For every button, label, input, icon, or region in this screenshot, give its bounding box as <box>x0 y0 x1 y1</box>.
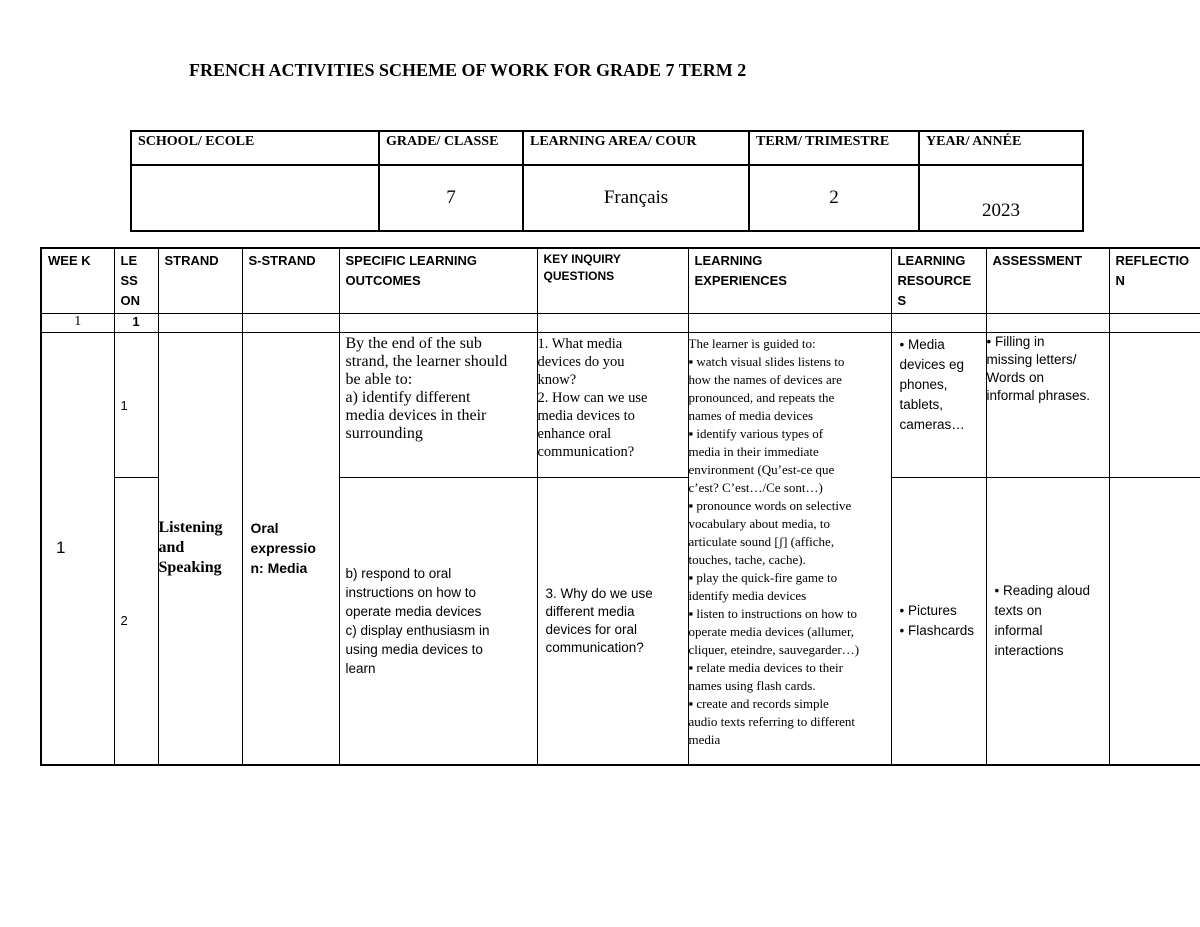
lesson-1-cell: 1 <box>114 333 158 478</box>
school-label: SCHOOL/ ECOLE <box>131 131 379 165</box>
assessment-2-cell: • Reading aloud texts on informal interactions <box>986 478 1109 765</box>
term-label: TERM/ TRIMESTRE <box>749 131 919 165</box>
grade-value: 7 <box>379 165 523 231</box>
reflection-1-cell <box>1109 333 1200 478</box>
learning-area-label: LEARNING AREA/ COUR <box>523 131 749 165</box>
header-sstrand: S-STRAND <box>242 248 339 314</box>
sstrand-cell: Oral expressio n: Media <box>242 333 339 765</box>
term-value: 2 <box>749 165 919 231</box>
year-value: 2023 <box>919 165 1083 231</box>
resources-1-cell: • Media devices eg phones, tablets, cameras… <box>891 333 986 478</box>
kiq-1-cell: 1. What media devices do you know? 2. How can we use media devices to enhance oral communication? <box>537 333 688 478</box>
header-assessment: ASSESSMENT <box>986 248 1109 314</box>
header-reflection: REFLECTIO N <box>1109 248 1200 314</box>
strand-cell: Listening and Speaking <box>158 333 242 765</box>
slo-2-cell: b) respond to oral instructions on how to operate media devices c) display enthusiasm in using media devices to learn <box>339 478 537 765</box>
first-row-lesson: 1 <box>114 314 158 333</box>
header-lesson: LE SS ON <box>114 248 158 314</box>
learning-area-value: Français <box>523 165 749 231</box>
first-row-week: 1 <box>41 314 114 333</box>
header-slo: SPECIFIC LEARNING OUTCOMES <box>339 248 537 314</box>
year-label: YEAR/ ANNÉE <box>919 131 1083 165</box>
resources-2-cell: • Pictures • Flashcards <box>891 478 986 765</box>
assessment-1-cell: • Filling in missing letters/ Words on informal phrases. <box>986 333 1109 478</box>
school-value <box>131 165 379 231</box>
info-table <box>130 130 1084 232</box>
header-strand: STRAND <box>158 248 242 314</box>
page-title: FRENCH ACTIVITIES SCHEME OF WORK FOR GRADE 7 TERM 2 <box>189 60 747 80</box>
slo-1-cell: By the end of the sub strand, the learner should be able to: a) identify different media devices in their surrounding <box>339 333 537 478</box>
kiq-2-cell: 3. Why do we use different media devices for oral communication? <box>537 478 688 765</box>
grade-label: GRADE/ CLASSE <box>379 131 523 165</box>
header-kiq: KEY INQUIRY QUESTIONS <box>537 248 688 314</box>
header-lexp: LEARNING EXPERIENCES <box>688 248 891 314</box>
lesson-row-1 <box>41 333 1200 478</box>
header-lres: LEARNING RESOURCE S <box>891 248 986 314</box>
scheme-table <box>40 247 1200 766</box>
first-row <box>41 314 1200 333</box>
lesson-2-cell: 2 <box>114 478 158 765</box>
header-week: WEE K <box>41 248 114 314</box>
header-row <box>41 248 1200 314</box>
week-cell: 1 <box>41 333 114 765</box>
reflection-2-cell <box>1109 478 1200 765</box>
learning-experiences-cell: The learner is guided to: ▪ watch visual slides listens to how the names of devices are pronounced, and repeats the names of media devices ▪ identify various types of media in their immediate environment (Qu’est-ce que c’est? C’est…/Ce sont…) ▪ pronounce words on selective vocabulary about media, to articulate sound [ʃ] (affiche, touches, tache, cache). ▪ play the quick-fire game to identify media devices ▪ listen to instructions on how to operate media devices (allumer, cliquer, eteindre, sauvegarder…) ▪ relate media devices to their names using flash cards. ▪ create and records simple audio texts referring to different media <box>688 333 891 765</box>
